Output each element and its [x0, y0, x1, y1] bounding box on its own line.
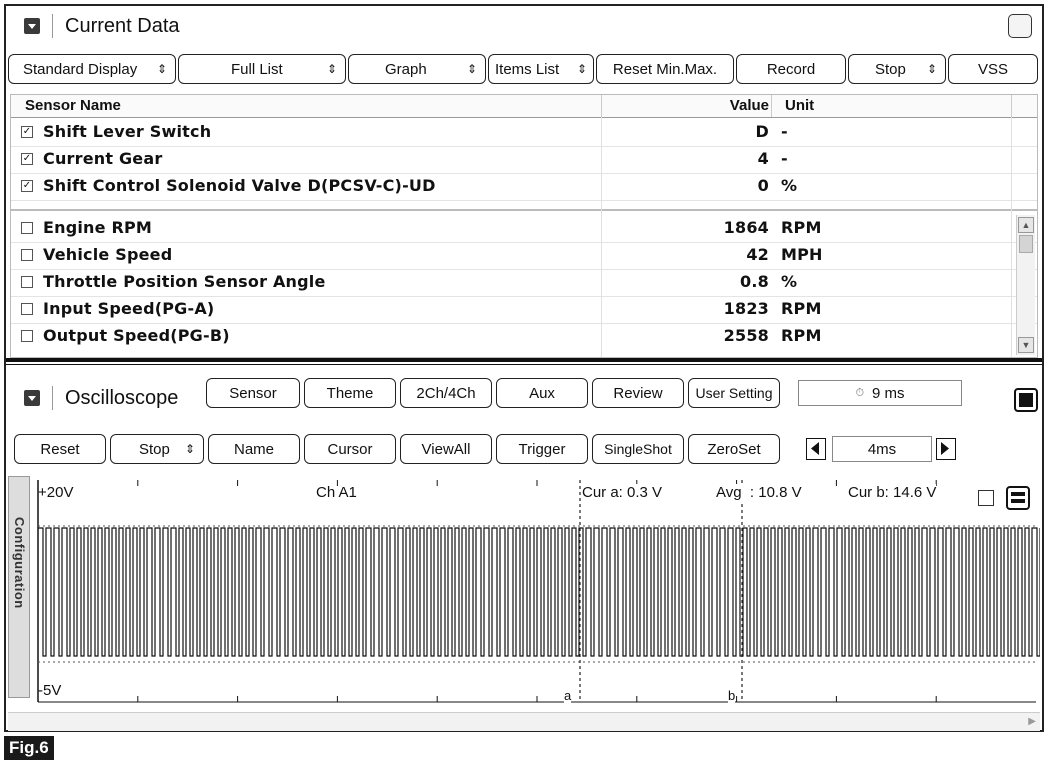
table-row[interactable] — [11, 173, 1037, 201]
tab-user-setting[interactable] — [688, 378, 780, 408]
cursor-b-marker[interactable]: b — [728, 688, 736, 703]
sensor-unit: - — [781, 149, 788, 168]
waveform-canvas — [30, 476, 1040, 712]
reset-button[interactable] — [14, 434, 106, 464]
scope-stop-select[interactable] — [110, 434, 204, 464]
sensor-unit: RPM — [781, 326, 822, 345]
updown-arrow-icon: ⇕ — [466, 62, 477, 76]
figure-label: Fig.6 — [4, 736, 54, 760]
maximize-window-button[interactable] — [1008, 14, 1032, 38]
unit-header: Unit — [785, 97, 815, 114]
menu-bar — [1011, 499, 1025, 503]
viewall-label: ViewAll — [421, 440, 471, 458]
reset-minmax-label: Reset Min.Max. — [612, 60, 718, 78]
sensor-value: 0 — [757, 176, 769, 195]
reset-minmax-button[interactable] — [596, 54, 734, 84]
stop-select[interactable] — [848, 54, 946, 84]
waveform-trace — [38, 528, 1040, 656]
tab-2ch-4ch[interactable] — [400, 378, 492, 408]
table-row[interactable] — [11, 323, 1037, 350]
timebase-next-button[interactable] — [936, 438, 956, 460]
full-list-label: Full List — [231, 60, 283, 78]
reset-label: Reset — [40, 440, 80, 458]
table-header — [11, 95, 1037, 118]
table-row[interactable] — [11, 119, 1037, 147]
tab-2ch-4ch-label: 2Ch/4Ch — [416, 384, 476, 402]
current-data-title: Current Data — [65, 14, 180, 37]
checked-checkbox[interactable]: ✓ — [22, 180, 32, 191]
sensor-name: Engine RPM — [43, 218, 153, 237]
sensor-table — [10, 94, 1038, 358]
scope-checkbox[interactable] — [978, 490, 994, 506]
zeroset-label: ZeroSet — [707, 440, 761, 458]
cursor-label: Cursor — [327, 440, 373, 458]
scope-stop-label: Stop — [139, 440, 170, 458]
value-header: Value — [729, 97, 769, 114]
average-readout: Avg : 10.8 V — [716, 484, 802, 501]
graph-select[interactable] — [348, 54, 486, 84]
collapse-oscilloscope-button[interactable] — [24, 390, 40, 406]
updown-arrow-icon: ⇕ — [326, 62, 337, 76]
sensor-name: Vehicle Speed — [43, 245, 173, 264]
triangle-right-icon — [937, 439, 954, 458]
tab-theme-label: Theme — [326, 384, 374, 402]
configuration-tab[interactable] — [8, 476, 30, 698]
sensor-unit: % — [781, 272, 798, 291]
graph-label: Graph — [385, 60, 427, 78]
scroll-down-icon[interactable]: ▼ — [1018, 337, 1034, 353]
collapse-current-data-button[interactable] — [24, 18, 40, 34]
standard-display-select[interactable] — [8, 54, 176, 84]
zeroset-button[interactable] — [688, 434, 780, 464]
stop-recording-button[interactable] — [1014, 388, 1038, 412]
table-row[interactable] — [11, 215, 1037, 243]
oscilloscope-plot-area[interactable] — [8, 476, 1040, 712]
table-scrollbar[interactable] — [1016, 215, 1035, 355]
column-divider — [601, 95, 602, 117]
column-divider — [1011, 95, 1012, 117]
table-row[interactable] — [11, 269, 1037, 297]
sensor-unit: % — [781, 176, 798, 195]
items-list-select[interactable] — [488, 54, 594, 84]
stop-label: Stop — [875, 60, 906, 78]
triangle-left-icon — [807, 439, 824, 458]
tab-review[interactable] — [592, 378, 684, 408]
capture-time-display — [798, 380, 962, 406]
sensor-name: Throttle Position Sensor Angle — [43, 272, 326, 291]
table-row[interactable] — [11, 296, 1037, 324]
cursor-b-readout: Cur b: 14.6 V — [848, 484, 937, 501]
sensor-unit: RPM — [781, 299, 822, 318]
tab-sensor[interactable] — [206, 378, 300, 408]
top-voltage-label: +20V — [38, 484, 74, 501]
tab-aux[interactable] — [496, 378, 588, 408]
sensor-name: Input Speed(PG-A) — [43, 299, 215, 318]
sensor-value: D — [755, 122, 769, 141]
items-list-label: Items List — [495, 60, 560, 78]
vss-button[interactable] — [948, 54, 1038, 84]
trigger-button[interactable] — [496, 434, 588, 464]
scroll-up-icon[interactable]: ▲ — [1018, 217, 1034, 233]
updown-arrow-icon: ⇕ — [156, 62, 167, 76]
updown-arrow-icon: ⇕ — [926, 62, 937, 76]
tab-aux-label: Aux — [529, 384, 555, 402]
updown-arrow-icon: ⇕ — [184, 442, 195, 456]
unchecked-checkbox[interactable] — [21, 249, 33, 261]
horizontal-scrollbar[interactable] — [8, 712, 1040, 731]
checked-checkbox[interactable]: ✓ — [22, 153, 32, 164]
divider — [52, 14, 53, 38]
sensor-unit: RPM — [781, 218, 822, 237]
tab-review-label: Review — [613, 384, 663, 402]
unchecked-checkbox[interactable] — [21, 330, 33, 342]
sensor-name: Current Gear — [43, 149, 163, 168]
column-divider — [601, 117, 602, 357]
tab-theme[interactable] — [304, 378, 396, 408]
record-button[interactable] — [736, 54, 846, 84]
updown-arrow-icon: ⇕ — [576, 62, 587, 76]
menu-icon[interactable] — [1006, 486, 1030, 510]
timebase-prev-button[interactable] — [806, 438, 826, 460]
singleshot-button[interactable] — [592, 434, 684, 464]
sensor-value: 1864 — [723, 218, 769, 237]
trigger-label: Trigger — [518, 440, 566, 458]
sensor-value: 42 — [746, 245, 769, 264]
capture-time-value: 9 ms — [872, 384, 905, 402]
unchecked-checkbox[interactable] — [21, 222, 33, 234]
sensor-name: Output Speed(PG-B) — [43, 326, 230, 345]
stopwatch-icon: ⏱ — [855, 386, 865, 399]
table-row[interactable] — [11, 146, 1037, 174]
unchecked-checkbox[interactable] — [21, 276, 33, 288]
cursor-a-marker[interactable]: a — [564, 688, 572, 703]
record-label: Record — [766, 60, 816, 78]
vss-label: VSS — [977, 60, 1008, 78]
column-divider — [1011, 117, 1012, 357]
sensor-value: 4 — [757, 149, 769, 168]
splitter-line — [6, 364, 1042, 365]
full-list-select[interactable] — [178, 54, 346, 84]
app-window — [4, 4, 1044, 732]
configuration-tab-label: Configuration — [12, 517, 27, 609]
menu-bar — [1011, 492, 1025, 496]
current-data-header — [6, 8, 1042, 44]
bottom-voltage-label: -5V — [38, 682, 62, 699]
timebase-value: 4ms — [867, 440, 897, 458]
fixed-rows-divider — [11, 209, 1037, 211]
scroll-thumb[interactable] — [1019, 235, 1033, 253]
singleshot-label: SingleShot — [604, 441, 672, 457]
sensor-value: 2558 — [723, 326, 769, 345]
sensor-value: 1823 — [723, 299, 769, 318]
cursor-a-readout: Cur a: 0.3 V — [582, 484, 663, 501]
tab-user-setting-label: User Setting — [695, 385, 773, 401]
name-button[interactable] — [208, 434, 300, 464]
checked-checkbox[interactable]: ✓ — [22, 126, 32, 137]
table-row[interactable] — [11, 242, 1037, 270]
name-label: Name — [233, 440, 274, 458]
standard-display-label: Standard Display — [23, 60, 138, 78]
sensor-unit: - — [781, 122, 788, 141]
scroll-right-icon[interactable]: ▶ — [1028, 716, 1036, 727]
oscilloscope-title: Oscilloscope — [65, 386, 179, 409]
sensor-value: 0.8 — [740, 272, 769, 291]
column-divider — [771, 95, 772, 117]
panel-splitter[interactable] — [6, 358, 1042, 362]
sensor-name-header: Sensor Name — [25, 97, 121, 114]
cursor-button[interactable] — [304, 434, 396, 464]
tab-sensor-label: Sensor — [229, 384, 277, 402]
sensor-name: Shift Control Solenoid Valve D(PCSV-C)-UD — [43, 176, 436, 195]
unchecked-checkbox[interactable] — [21, 303, 33, 315]
sensor-unit: MPH — [781, 245, 823, 264]
sensor-name: Shift Lever Switch — [43, 122, 212, 141]
divider — [52, 386, 53, 410]
channel-label: Ch A1 — [316, 484, 357, 501]
timebase-display — [832, 436, 932, 462]
viewall-button[interactable] — [400, 434, 492, 464]
